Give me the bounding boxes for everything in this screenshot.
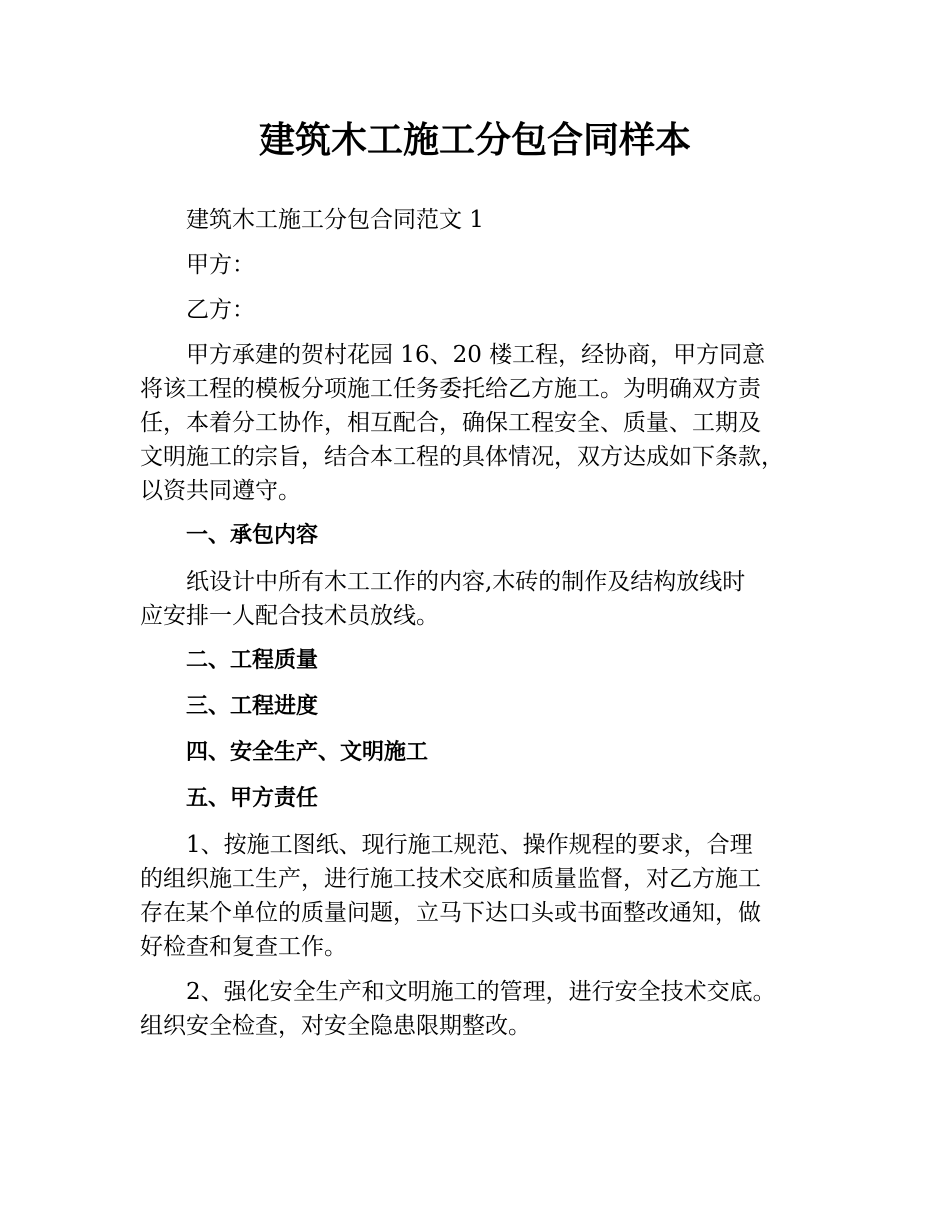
section-heading bbox=[140, 736, 830, 770]
paragraph bbox=[140, 565, 830, 633]
text-line: 乙方： bbox=[186, 297, 255, 323]
text-line: 二、工程质量 bbox=[186, 648, 319, 673]
document-body bbox=[140, 203, 830, 1054]
text-line: 五、甲方责任 bbox=[186, 786, 319, 811]
section-heading bbox=[140, 690, 830, 724]
paragraph bbox=[140, 293, 830, 327]
paragraph bbox=[140, 338, 830, 508]
text-line: 甲方承建的贺村花园 16、20 楼工程，经协商，甲方同意 bbox=[186, 342, 766, 368]
text-line: 2、强化安全生产和文明施工的管理，进行安全技术交底。 bbox=[186, 979, 776, 1005]
paragraph bbox=[140, 975, 830, 1043]
text-line: 1、按施工图纸、现行施工规范、操作规程的要求，合理 bbox=[186, 832, 753, 858]
text-line: 建筑木工施工分包合同范文 1 bbox=[186, 207, 484, 233]
section-heading bbox=[140, 644, 830, 678]
paragraph bbox=[140, 248, 830, 282]
text-line: 甲方： bbox=[186, 252, 255, 278]
paragraph bbox=[140, 828, 830, 964]
section-heading bbox=[140, 782, 830, 816]
text-line: 存在某个单位的质量问题，立马下达口头或书面整改通知，做 bbox=[140, 900, 761, 926]
text-line: 三、工程进度 bbox=[186, 694, 319, 719]
text-line: 的组织施工生产，进行施工技术交底和质量监督，对乙方施工 bbox=[140, 866, 761, 892]
text-line: 应安排一人配合技术员放线。 bbox=[140, 603, 439, 629]
paragraph bbox=[140, 203, 830, 237]
text-line: 将该工程的模板分项施工任务委托给乙方施工。为明确双方责 bbox=[140, 376, 761, 402]
text-line: 文明施工的宗旨，结合本工程的具体情况，双方达成如下条款， bbox=[140, 444, 784, 470]
section-heading bbox=[140, 519, 830, 553]
text-line: 四、安全生产、文明施工 bbox=[186, 740, 429, 765]
document-title: 建筑木工施工分包合同样本 bbox=[258, 120, 691, 161]
text-line: 以资共同遵守。 bbox=[140, 478, 301, 504]
text-line: 任，本着分工协作，相互配合，确保工程安全、质量、工期及 bbox=[140, 410, 761, 436]
text-line: 一、承包内容 bbox=[186, 523, 319, 548]
text-line: 好检查和复查工作。 bbox=[140, 934, 347, 960]
text-line: 纸设计中所有木工工作的内容,木砖的制作及结构放线时 bbox=[186, 569, 746, 595]
text-line: 组织安全检查，对安全隐患限期整改。 bbox=[140, 1013, 531, 1039]
